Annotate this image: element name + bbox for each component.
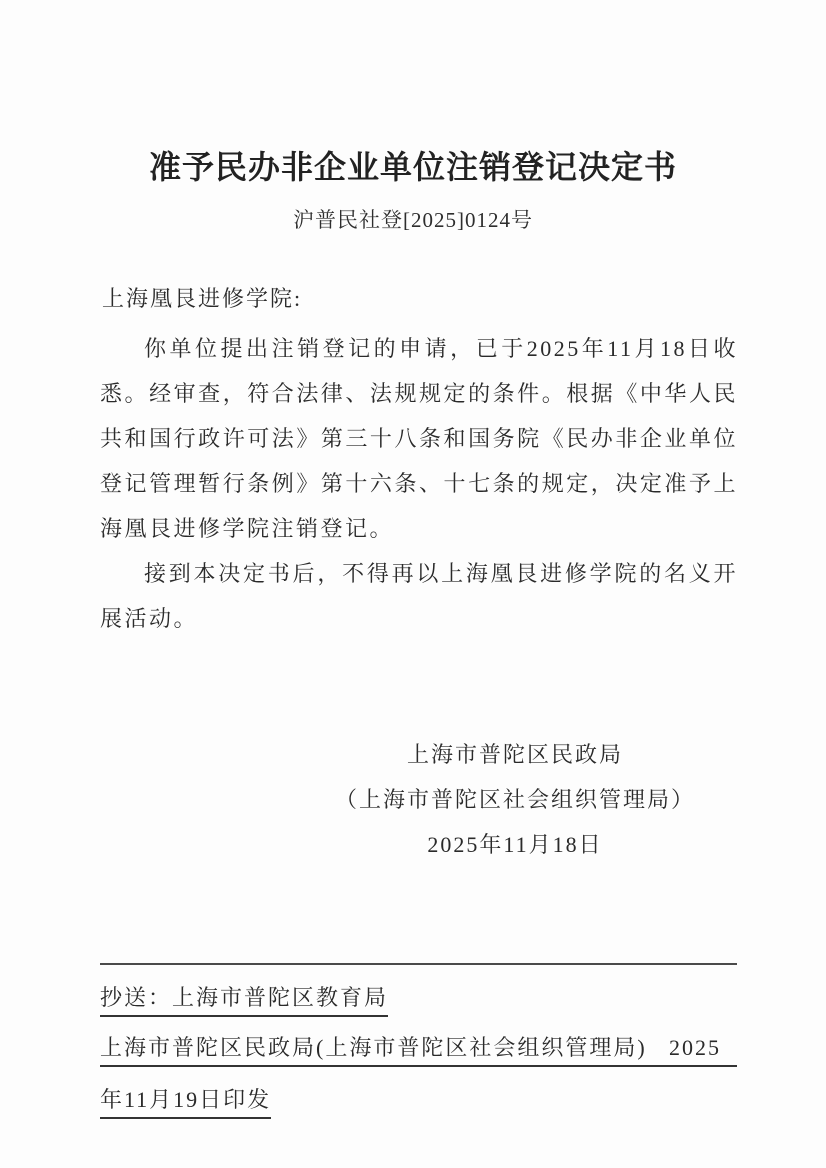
addressee-line: 上海凰艮进修学院: <box>102 286 303 311</box>
body-paragraph-2: 接到本决定书后，不得再以上海凰艮进修学院的名义开展活动。 <box>100 561 738 631</box>
issue-date-line: 年11月19日印发 <box>100 1083 271 1119</box>
signature-block <box>300 732 730 867</box>
footer-divider <box>100 963 737 965</box>
signature-org: 上海市普陀区民政局 <box>406 742 623 767</box>
document-body <box>100 326 738 641</box>
body-paragraph-1: 你单位提出注销登记的申请，已于2025年11月18日收悉。经审查，符合法律、法规规定的条件。根据《中华人民共和国行政许可法》第三十八条和国务院《民办非企业单位登记管理暂行条例》第十六条、十七条的规定，决定准予上海凰艮进修学院注销登记。 <box>100 336 738 541</box>
signature-org-alt: （上海市普陀区社会组织管理局） <box>334 787 695 812</box>
issue-year: 2025 <box>669 1035 721 1060</box>
document-title: 准予民办非企业单位注销登记决定书 <box>148 149 677 185</box>
issuer-line: 上海市普陀区民政局(上海市普陀区社会组织管理局) <box>100 1035 647 1060</box>
issuer-line-wrap <box>100 1031 737 1067</box>
issue-date-wrap <box>100 1083 737 1119</box>
document-number: 沪普民社登[2025]0124号 <box>293 208 533 232</box>
cc-line: 抄送：上海市普陀区教育局 <box>100 981 388 1017</box>
cc-line-wrap <box>100 981 737 1017</box>
document-footer <box>100 963 737 1119</box>
signature-date: 2025年11月18日 <box>427 832 603 857</box>
